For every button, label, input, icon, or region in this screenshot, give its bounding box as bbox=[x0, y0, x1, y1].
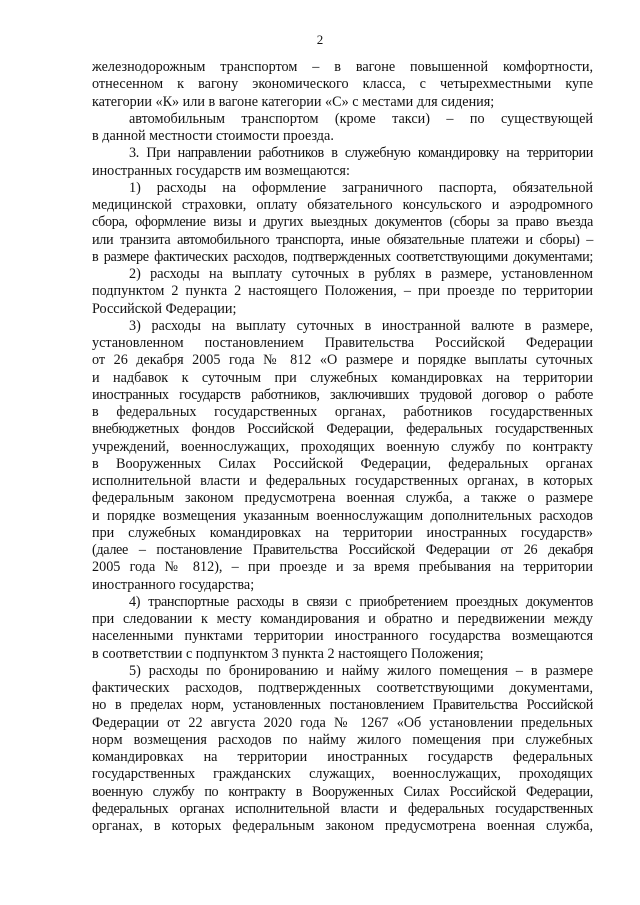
text-line: учреждений, военнослужащих, проходящих военную службу по контракту bbox=[92, 438, 593, 455]
text-line: (далее – постановление Правительства Российской Федерации от 26 декабря bbox=[92, 542, 593, 558]
text-line: норм возмещения расходов по найму жилого помещения при служебных bbox=[92, 731, 593, 748]
text-line: иностранных государств им возмещаются: bbox=[92, 162, 350, 179]
text-line: иностранного государства; bbox=[92, 576, 255, 593]
text-line: при служебных командировках на территории иностранных государств» bbox=[92, 524, 593, 541]
text-line: федеральным законом предусмотрена военная служба, а также о размере bbox=[92, 490, 593, 507]
text-line: 3) расходы на выплату суточных в иностранной валюте в размере, bbox=[129, 317, 593, 334]
text-line: 2) расходы на выплату суточных в рублях в размере, установленном bbox=[129, 266, 593, 282]
text-line: сбора, оформление визы и других выездных документов (сборы за право въезда bbox=[92, 214, 593, 231]
text-line: 5) расходы по бронированию и найму жилого помещения – в размере bbox=[129, 662, 593, 679]
text-line: или транзита автомобильного транспорта, иные обязательные платежи и сборы) – bbox=[92, 231, 593, 248]
text-line: 2005 года № 812), – при проезде и за время пребывания на территории bbox=[92, 559, 593, 576]
text-line: установленном постановлением Правительства Российской Федерации bbox=[92, 335, 593, 351]
text-line: иностранных государств работников, заключивших трудовой договор о работе bbox=[92, 386, 593, 403]
text-line: и порядке возмещения указанным военнослужащим дополнительных расходов bbox=[92, 507, 593, 524]
text-line: отнесенном к вагону экономического класса, с четырехместными купе bbox=[92, 76, 593, 93]
document-body bbox=[92, 59, 593, 835]
text-line: фактических расходов, подтвержденных соответствующими документами, bbox=[92, 680, 593, 696]
text-line: в данной местности стоимости проезда. bbox=[92, 128, 334, 144]
text-line: исполнительной власти и федеральных государственных органах, в которых bbox=[92, 473, 593, 489]
text-line: медицинской страховки, оплату обязательного консульского и аэродромного bbox=[92, 197, 593, 213]
text-line: в федеральных государственных органах, работников государственных bbox=[92, 404, 593, 420]
text-line: 1) расходы на оформление заграничного паспорта, обязательной bbox=[129, 179, 593, 196]
text-line: командировках на территории иностранных государств федеральных bbox=[92, 749, 593, 765]
text-line: и надбавок к суточным при служебных командировках на территории bbox=[92, 369, 593, 386]
text-line: Российской Федерации; bbox=[92, 300, 237, 317]
text-line: подпунктом 2 пункта 2 настоящего Положения, – при проезде по территории bbox=[92, 283, 593, 300]
text-line: военную службу по контракту в Вооруженных Силах Российской Федерации, bbox=[92, 783, 593, 800]
text-line: 4) транспортные расходы в связи с приобретением проездных документов bbox=[129, 593, 593, 610]
page-number: 2 bbox=[316, 32, 324, 47]
text-line: внебюджетных фондов Российской Федерации, федеральных государственных bbox=[92, 421, 593, 438]
text-line: Федерации от 22 августа 2020 года № 1267 «Об установлении предельных bbox=[92, 714, 593, 731]
text-line: в соответствии с подпунктом 3 пункта 2 настоящего Положения; bbox=[92, 645, 484, 662]
text-line: государственных гражданских служащих, военнослужащих, проходящих bbox=[92, 766, 593, 783]
text-line: от 26 декабря 2005 года № 812 «О размере и порядке выплаты суточных bbox=[92, 352, 593, 369]
text-line: железнодорожным транспортом – в вагоне повышенной комфортности, bbox=[92, 59, 593, 75]
text-line: в Вооруженных Силах Российской Федерации, федеральных органах bbox=[92, 455, 593, 472]
text-line: в размере фактических расходов, подтвержденных соответствующими документами; bbox=[92, 248, 593, 265]
text-line: 3. При направлении работников в служебную командировку на территории bbox=[129, 145, 593, 162]
text-line: автомобильным транспортом (кроме такси) – по существующей bbox=[129, 110, 593, 127]
text-line: федеральных органах исполнительной власти и федеральных государственных bbox=[92, 800, 593, 817]
text-line: но в пределах норм, установленных постановлением Правительства Российской bbox=[92, 697, 593, 714]
text-line: органах, в которых федеральным законом предусмотрена военная служба, bbox=[92, 818, 593, 834]
text-line: населенными пунктами территории иностранного государства возмещаются bbox=[92, 628, 593, 645]
text-line: при следовании к месту командирования и обратно и передвижении между bbox=[92, 611, 593, 627]
text-line: категории «К» или в вагоне категории «С» с местами для сидения; bbox=[92, 93, 495, 110]
